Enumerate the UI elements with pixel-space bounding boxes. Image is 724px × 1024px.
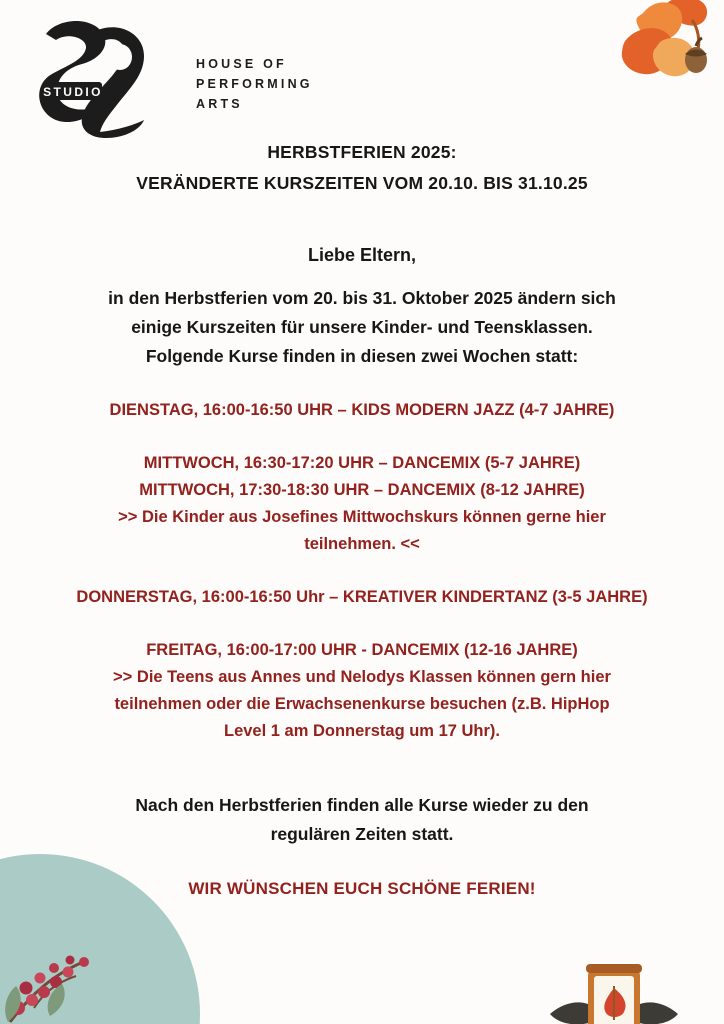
page-title xyxy=(0,137,724,199)
closing-line-2: regulären Zeiten statt. xyxy=(270,824,454,844)
course-line: DONNERSTAG, 16:00-16:50 Uhr – KREATIVER KINDERTANZ (3-5 JAHRE) xyxy=(76,588,648,606)
course-line: DIENSTAG, 16:00-16:50 UHR – KIDS MODERN JAZZ (4-7 JAHRE) xyxy=(109,401,615,419)
logo-tagline-line3: ARTS xyxy=(196,97,243,111)
course-note-line: >> Die Teens aus Annes und Nelodys Klassen können gern hier xyxy=(113,668,611,686)
page-title-line1: HERBSTFERIEN 2025: xyxy=(267,142,457,162)
page-title-line2: VERÄNDERTE KURSZEITEN VOM 20.10. BIS 31.10.25 xyxy=(136,173,588,193)
course-entry-donnerstag xyxy=(0,584,724,611)
closing-line-1: Nach den Herbstferien finden alle Kurse wieder zu den xyxy=(135,795,589,815)
wish-line: WIR WÜNSCHEN EUCH SCHÖNE FERIEN! xyxy=(188,879,536,898)
course-entry-dienstag xyxy=(0,397,724,424)
course-line: MITTWOCH, 16:30-17:20 UHR – DANCEMIX (5-7 JAHRE) xyxy=(143,454,581,472)
course-line: MITTWOCH, 17:30-18:30 UHR – DANCEMIX (8-12 JAHRE) xyxy=(139,481,585,499)
intro-line-2: einige Kurszeiten für unsere Kinder- und Teensklassen. xyxy=(131,317,593,337)
course-entry-mittwoch xyxy=(0,450,724,558)
course-note-line: teilnehmen. << xyxy=(304,535,420,553)
closing-paragraph xyxy=(0,791,724,849)
course-line: FREITAG, 16:00-17:00 UHR - DANCEMIX (12-16 JAHRE) xyxy=(146,641,578,659)
logo-tagline-line1: HOUSE OF xyxy=(196,57,287,71)
intro-line-3: Folgende Kurse finden in diesen zwei Wochen statt: xyxy=(145,346,579,366)
candle-leaves-icon xyxy=(544,944,684,1024)
logo-tagline-line2: PERFORMING xyxy=(196,77,313,91)
course-note-line: teilnehmen oder die Erwachsenenkurse besuchen (z.B. HipHop xyxy=(114,695,610,713)
course-entry-freitag xyxy=(0,637,724,745)
intro-paragraph xyxy=(0,284,724,371)
svg-text:STUDIO: STUDIO xyxy=(43,85,103,99)
salutation: Liebe Eltern, xyxy=(307,245,417,265)
intro-line-1: in den Herbstferien vom 20. bis 31. Oktober 2025 ändern sich xyxy=(108,288,616,308)
course-note-line: Level 1 am Donnerstag um 17 Uhr). xyxy=(224,722,500,740)
berry-branch-icon xyxy=(0,904,160,1024)
course-note-line: >> Die Kinder aus Josefines Mittwochskurs können gerne hier xyxy=(118,508,606,526)
spacer xyxy=(0,745,724,791)
